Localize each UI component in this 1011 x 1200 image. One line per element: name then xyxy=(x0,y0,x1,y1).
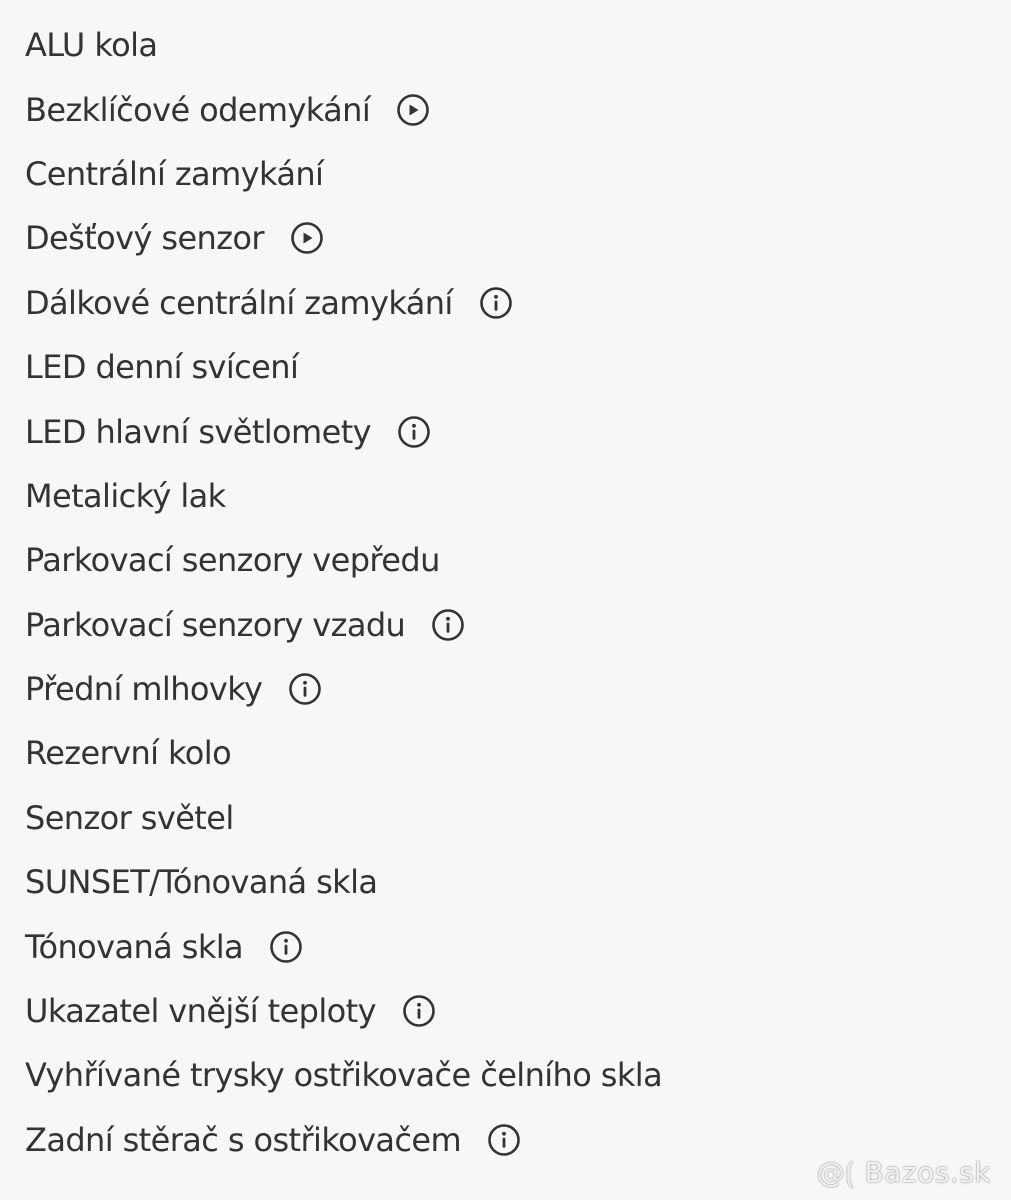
feature-label: Dálkové centrální zamykání xyxy=(25,283,453,322)
feature-item xyxy=(25,271,662,335)
feature-item xyxy=(25,593,662,657)
feature-label: Metalický lak xyxy=(25,476,226,515)
feature-label: SUNSET/Tónovaná skla xyxy=(25,863,378,902)
feature-label: Centrální zamykání xyxy=(25,154,324,193)
info-icon[interactable] xyxy=(479,286,513,320)
feature-item xyxy=(25,77,662,141)
feature-label: Zadní stěrač s ostřikovačem xyxy=(25,1120,462,1159)
feature-item xyxy=(25,206,662,270)
feature-label: Parkovací senzory vzadu xyxy=(25,605,406,644)
info-icon[interactable] xyxy=(431,608,465,642)
feature-label: Parkovací senzory vepředu xyxy=(25,541,440,580)
feature-label: LED hlavní světlomety xyxy=(25,412,371,451)
feature-item xyxy=(25,914,662,978)
feature-label: LED denní svícení xyxy=(25,348,299,387)
feature-label: Senzor světel xyxy=(25,798,234,837)
feature-item xyxy=(25,335,662,399)
info-icon[interactable] xyxy=(288,672,322,706)
feature-item xyxy=(25,850,662,914)
feature-label: Ukazatel vnější teploty xyxy=(25,992,376,1031)
feature-item xyxy=(25,464,662,528)
play-icon[interactable] xyxy=(290,221,324,255)
feature-item xyxy=(25,721,662,785)
play-icon[interactable] xyxy=(396,93,430,127)
feature-item xyxy=(25,142,662,206)
feature-item xyxy=(25,1108,662,1172)
feature-label: Přední mlhovky xyxy=(25,670,263,709)
feature-item xyxy=(25,657,662,721)
feature-item xyxy=(25,786,662,850)
feature-label: Bezklíčové odemykání xyxy=(25,90,371,129)
info-icon[interactable] xyxy=(487,1123,521,1157)
feature-item xyxy=(25,13,662,77)
feature-list xyxy=(25,13,662,1172)
info-icon[interactable] xyxy=(402,994,436,1028)
feature-item xyxy=(25,399,662,463)
feature-label: Dešťový senzor xyxy=(25,219,264,258)
info-icon[interactable] xyxy=(269,930,303,964)
feature-item xyxy=(25,979,662,1043)
feature-label: Rezervní kolo xyxy=(25,734,232,773)
feature-label: ALU kola xyxy=(25,26,158,65)
feature-label: Tónovaná skla xyxy=(25,927,244,966)
feature-label: Vyhřívané trysky ostřikovače čelního skla xyxy=(25,1056,663,1095)
feature-item xyxy=(25,1043,662,1107)
info-icon[interactable] xyxy=(397,415,431,449)
feature-item xyxy=(25,528,662,592)
watermark: @⟮ Bazos.sk xyxy=(816,1156,991,1189)
